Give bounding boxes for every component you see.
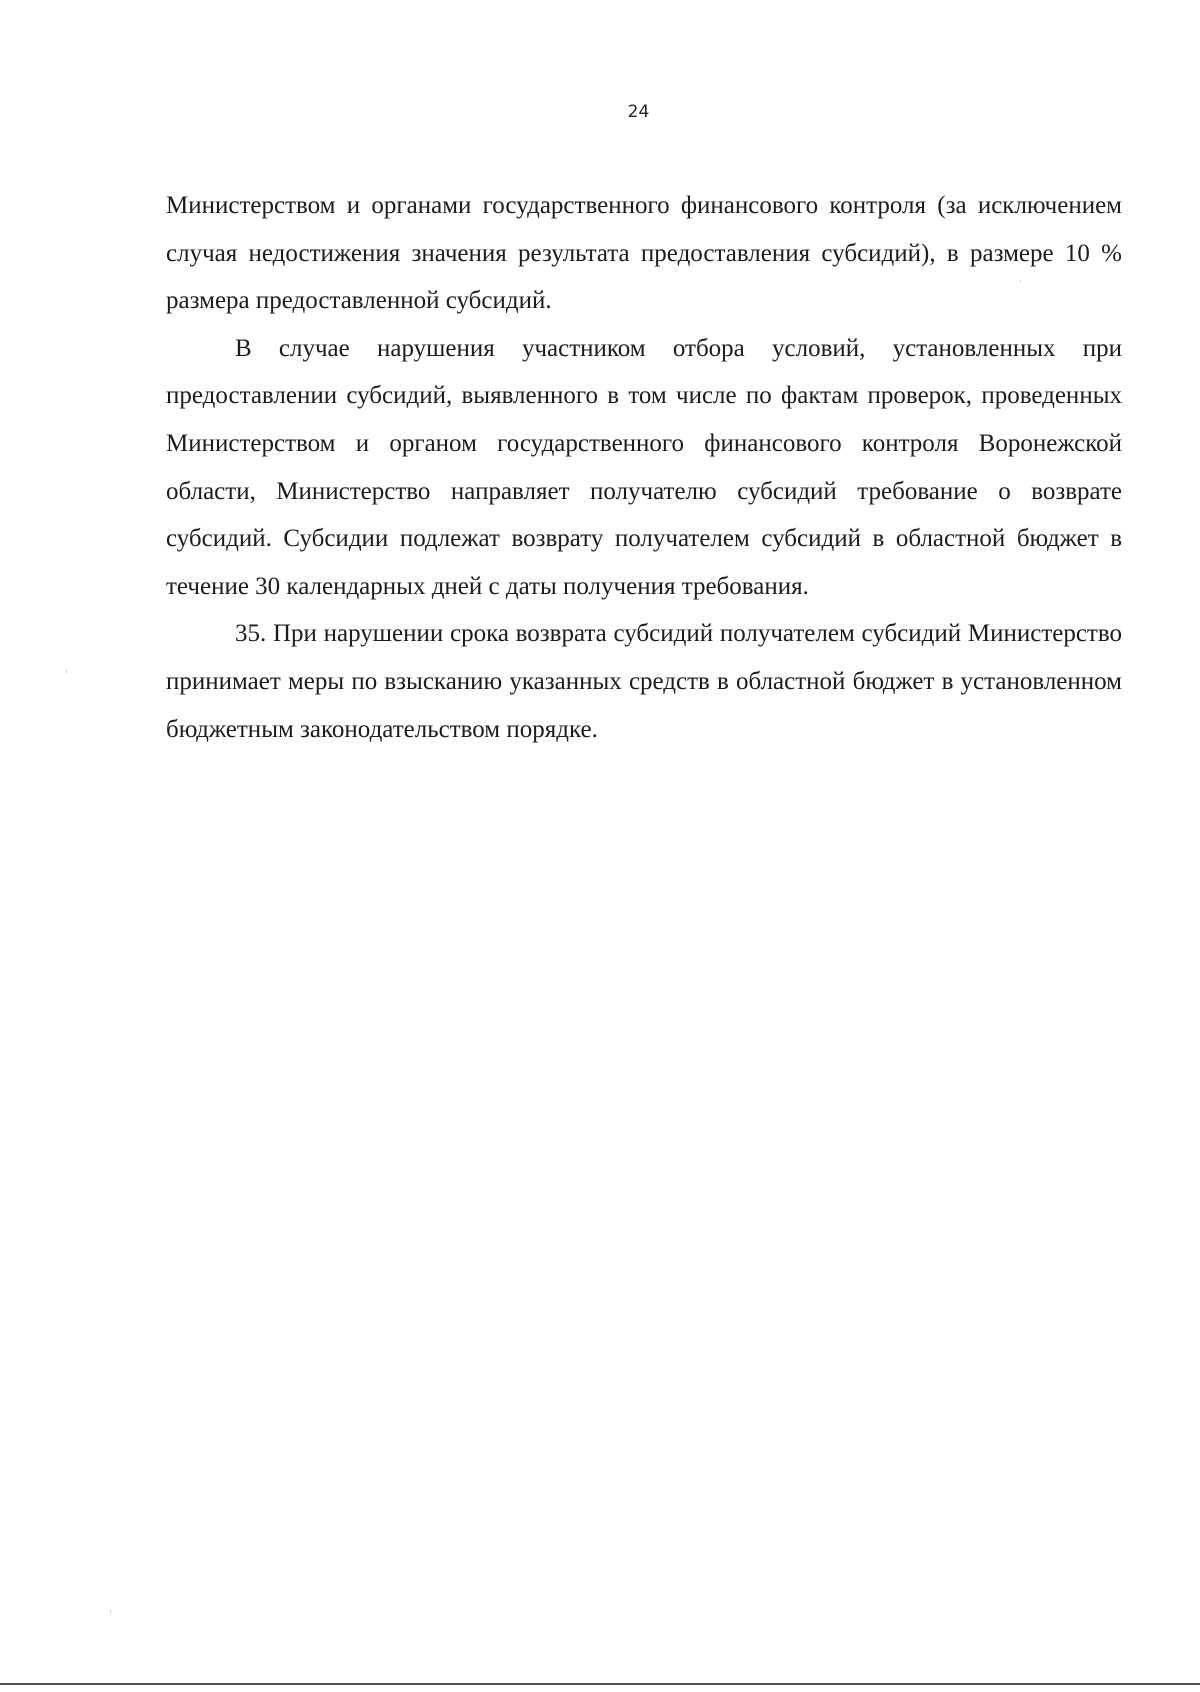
- paragraph-continuation: Министерством и органами государственного финансового контроля (за исключением случая недостижения значения результата предоставления субсидий), в размере 10 % размера предоставленной субсидий.: [166, 192, 1122, 315]
- scan-artifact: [110, 1610, 111, 1613]
- scan-artifact: [66, 670, 67, 673]
- page-number: 24: [627, 102, 650, 122]
- scan-artifact: [1020, 280, 1021, 282]
- page-bottom-edge: [0, 1683, 1200, 1685]
- document-body: [166, 182, 1122, 753]
- paragraph-violation-conditions: В случае нарушения участником отбора условий, установленных при предоставлении субсидий, выявленного в том числе по фактам проверок, проведенных Министерством и органом государственного финансового контроля Воронежской области, Министерство направляет получателю субсидий требование о возврате субсидий. Субсидии подлежат возврату получателем субсидий в областной бюджет в течение 30 календарных дней с даты получения требования.: [166, 334, 1122, 600]
- paragraph-35: 35. При нарушении срока возврата субсидий получателем субсидий Министерство принимает меры по взысканию указанных средств в областной бюджет в установленном бюджетным законодательством порядке.: [166, 620, 1122, 743]
